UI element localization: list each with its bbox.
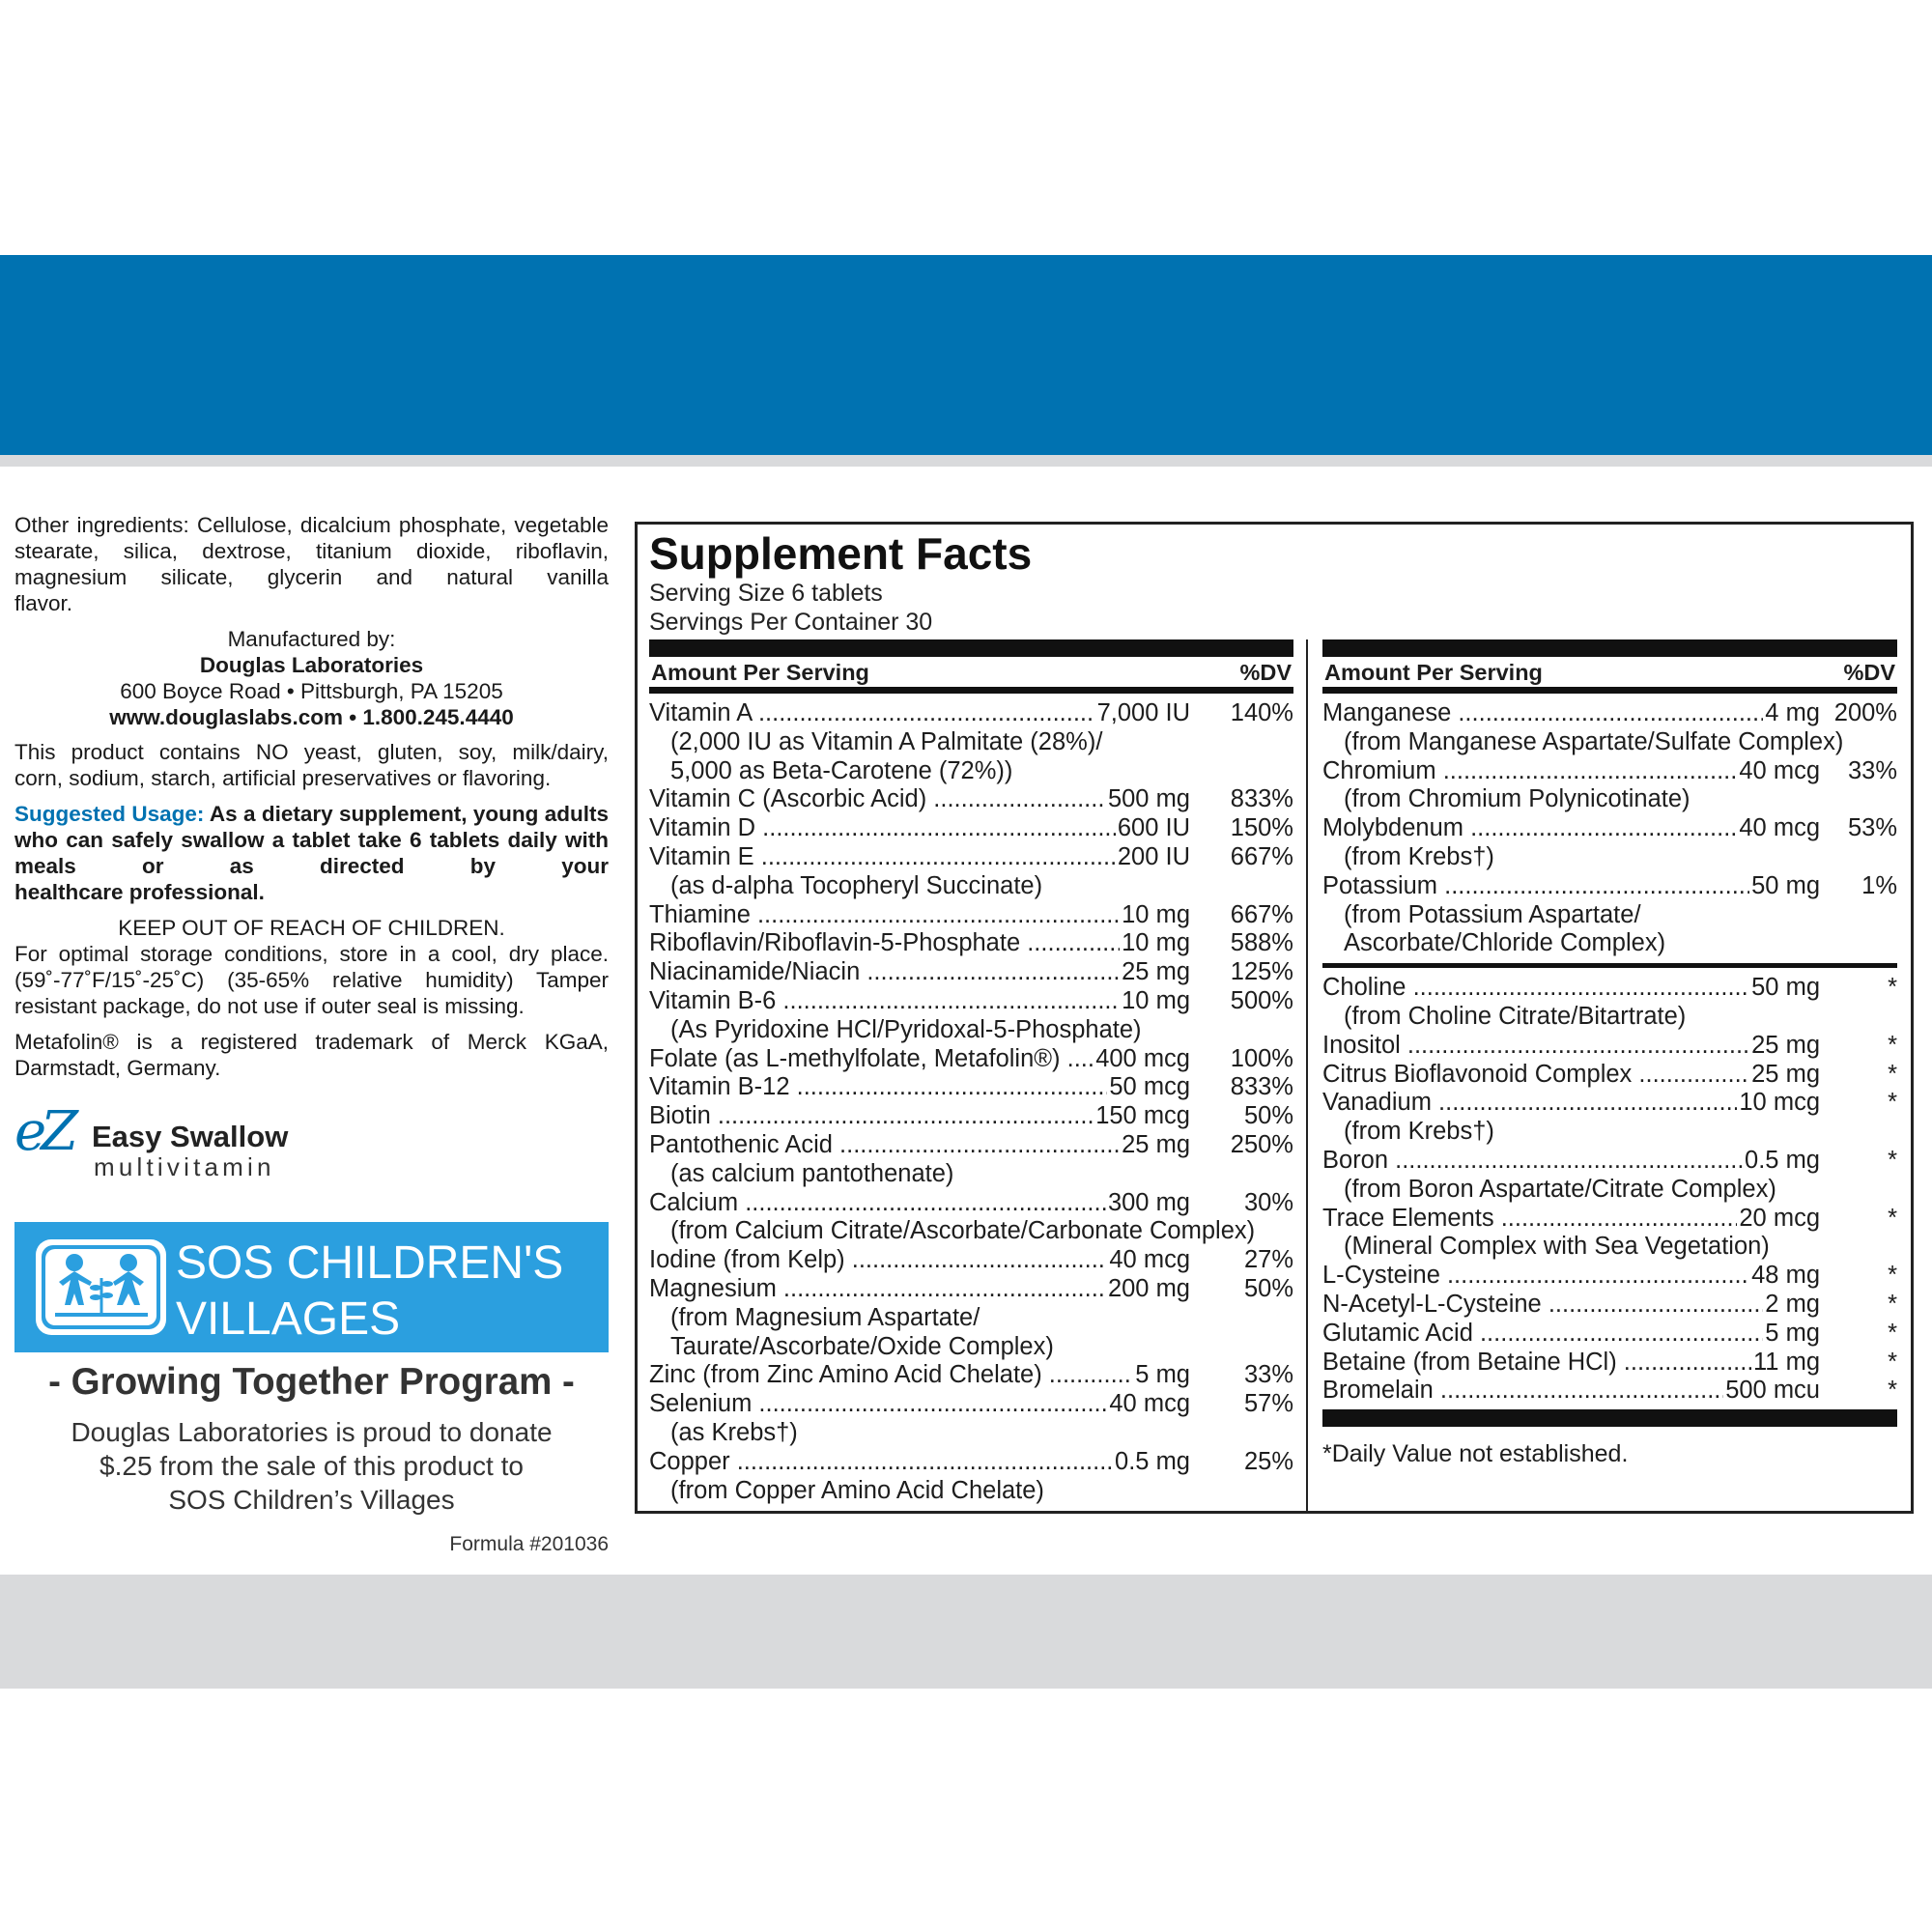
nutrient-amount: 0.5 mg bbox=[1745, 1146, 1820, 1174]
nutrient-amount: 400 mcg bbox=[1095, 1044, 1190, 1072]
nutrient-row bbox=[649, 929, 1293, 958]
nutrient-source-note: (from Krebs†) bbox=[1344, 842, 1494, 870]
nutrient-name: Bromelain ..... bbox=[1322, 1377, 1723, 1406]
nutrient-row bbox=[1322, 1262, 1897, 1291]
nutrient-row bbox=[1322, 1377, 1897, 1406]
nutrient-amount: 150 mcg bbox=[1095, 1102, 1190, 1130]
nutrient-daily-value: 50% bbox=[1243, 1274, 1293, 1302]
nutrient-amount: 10 mcg bbox=[1739, 1089, 1820, 1117]
nutrient-amount: 50 mg bbox=[1751, 974, 1820, 1002]
nutrient-daily-value: 200% bbox=[1833, 699, 1897, 726]
header-rule bbox=[649, 687, 1293, 694]
nutrient-name: Betaine (from Betaine HCl) ..... bbox=[1322, 1349, 1751, 1378]
nutrient-daily-value: * bbox=[1888, 1089, 1897, 1117]
nutrient-row bbox=[649, 1361, 1293, 1390]
nutrient-row bbox=[1322, 814, 1897, 843]
nutrient-row bbox=[1322, 1205, 1897, 1234]
label-left-column bbox=[14, 512, 609, 1081]
nutrient-daily-value: * bbox=[1888, 1060, 1897, 1088]
keep-out-warning: KEEP OUT OF REACH OF CHILDREN. bbox=[118, 916, 505, 940]
nutrient-row bbox=[649, 699, 1293, 728]
nutrient-source-note: 5,000 as Beta-Carotene (72%)) bbox=[670, 756, 1013, 784]
nutrient-daily-value: * bbox=[1888, 1319, 1897, 1347]
nutrient-list bbox=[1322, 974, 1897, 1406]
nutrient-amount: 300 mg bbox=[1107, 1188, 1190, 1216]
nutrient-source-note: (As Pyridoxine HCl/Pyridoxal-5-Phosphate) bbox=[670, 1015, 1142, 1043]
ez-mark-icon: eZ bbox=[14, 1100, 73, 1163]
other-ingredients-end: flavor. bbox=[14, 591, 73, 615]
formula-number: Formula #201036 bbox=[449, 1533, 609, 1555]
nutrient-name: Calcium ..... bbox=[649, 1189, 1106, 1218]
servings-per-container: Servings Per Container 30 bbox=[649, 609, 933, 636]
nutrient-amount: 11 mg bbox=[1753, 1348, 1820, 1376]
trademark-notice-end: Darmstadt, Germany. bbox=[14, 1056, 221, 1080]
nutrient-daily-value: 588% bbox=[1230, 929, 1293, 957]
nutrient-name: Vitamin A ..... bbox=[649, 699, 1095, 728]
nutrient-source-note: (from Calcium Citrate/Ascorbate/Carbonate Complex) bbox=[670, 1217, 1256, 1245]
nutrient-daily-value: * bbox=[1888, 1348, 1897, 1376]
nutrient-name: Magnesium ..... bbox=[649, 1275, 1106, 1304]
suggested-usage bbox=[14, 801, 609, 879]
nutrient-row bbox=[649, 1045, 1293, 1074]
nutrient-name: Chromium ..... bbox=[1322, 757, 1737, 786]
nutrient-amount: 10 mg bbox=[1122, 929, 1190, 957]
nutrient-amount: 20 mcg bbox=[1739, 1204, 1820, 1232]
nutrient-row bbox=[649, 901, 1293, 930]
nutrient-name: Zinc (from Zinc Amino Acid Chelate) ..... bbox=[649, 1361, 1133, 1390]
nutrient-name: Niacinamide/Niacin ..... bbox=[649, 958, 1120, 987]
nutrient-list bbox=[1322, 699, 1897, 958]
nutrient-daily-value: * bbox=[1888, 1262, 1897, 1290]
nutrient-daily-value: 33% bbox=[1847, 756, 1897, 784]
nutrient-daily-value: 27% bbox=[1243, 1246, 1293, 1274]
header-rule bbox=[1322, 687, 1897, 694]
thick-rule bbox=[1322, 639, 1897, 657]
nutrient-row bbox=[649, 1246, 1293, 1275]
nutrient-row bbox=[1322, 1147, 1897, 1176]
nutrient-source-note: (from Choline Citrate/Bitartrate) bbox=[1344, 1002, 1687, 1030]
nutrient-daily-value: * bbox=[1888, 1377, 1897, 1405]
nutrient-daily-value: 833% bbox=[1230, 1073, 1293, 1101]
header-dv: %DV bbox=[1239, 660, 1292, 685]
nutrient-daily-value: 100% bbox=[1230, 1044, 1293, 1072]
nutrient-amount: 600 IU bbox=[1117, 814, 1190, 842]
nutrient-name: Copper ..... bbox=[649, 1448, 1113, 1477]
nutrient-row bbox=[649, 814, 1293, 843]
nutrient-daily-value: 50% bbox=[1243, 1102, 1293, 1130]
nutrient-row bbox=[1322, 1291, 1897, 1320]
nutrient-amount: 48 mg bbox=[1751, 1262, 1820, 1290]
nutrient-name: Vitamin E ..... bbox=[649, 843, 1116, 872]
supplement-facts-title: Supplement Facts bbox=[649, 528, 1033, 579]
nutrient-row bbox=[1322, 757, 1897, 786]
sos-title-line1: SOS CHILDREN'S bbox=[176, 1237, 564, 1289]
daily-value-footnote: *Daily Value not established. bbox=[1322, 1440, 1629, 1468]
company-contact: www.douglaslabs.com • 1.800.245.4440 bbox=[109, 705, 514, 729]
nutrient-amount: 10 mg bbox=[1122, 900, 1190, 928]
suggested-usage-end: healthcare professional. bbox=[14, 880, 265, 904]
nutrient-daily-value: * bbox=[1888, 974, 1897, 1002]
nutrient-amount: 5 mg bbox=[1135, 1361, 1190, 1389]
nutrient-daily-value: 53% bbox=[1847, 814, 1897, 842]
footer-gray-band bbox=[0, 1575, 1932, 1689]
nutrient-source-note: (Mineral Complex with Sea Vegetation) bbox=[1344, 1233, 1770, 1261]
trademark-notice: Metafolin® is a registered trademark of Merck KGaA, bbox=[14, 1030, 609, 1054]
nutrient-row bbox=[649, 1275, 1293, 1304]
nutrient-amount: 40 mcg bbox=[1109, 1390, 1190, 1418]
other-ingredients: Other ingredients: Cellulose, dicalcium phosphate, vegetable stearate, silica, dextrose, titanium dioxide, riboflavin, magnesium silicate, glycerin and natural vanilla bbox=[14, 513, 609, 589]
nutrient-row bbox=[649, 1189, 1293, 1218]
multivitamin-subtitle: multivitamin bbox=[94, 1152, 275, 1181]
nutrient-row bbox=[649, 843, 1293, 872]
serving-size: Serving Size 6 tablets bbox=[649, 580, 883, 607]
nutrient-daily-value: 25% bbox=[1243, 1447, 1293, 1475]
nutrient-source-note: Taurate/Ascorbate/Oxide Complex) bbox=[670, 1332, 1054, 1360]
donation-line2: $.25 from the sale of this product to bbox=[99, 1451, 524, 1481]
nutrient-name: Biotin ..... bbox=[649, 1102, 1094, 1131]
nutrient-amount: 50 mg bbox=[1751, 871, 1820, 899]
nutrient-name: Vitamin B-12 ..... bbox=[649, 1073, 1107, 1102]
nutrient-source-note: (from Magnesium Aspartate/ bbox=[670, 1303, 980, 1331]
thick-rule bbox=[649, 639, 1293, 657]
nutrient-row bbox=[1322, 1061, 1897, 1090]
sos-villages-title bbox=[176, 1236, 563, 1348]
nutrient-amount: 0.5 mg bbox=[1115, 1447, 1190, 1475]
nutrient-name: Vitamin D ..... bbox=[649, 814, 1116, 843]
sos-title-line2: VILLAGES bbox=[176, 1293, 401, 1345]
nutrient-daily-value: 33% bbox=[1243, 1361, 1293, 1389]
sos-villages-banner bbox=[14, 1222, 609, 1352]
nutrient-name: Selenium ..... bbox=[649, 1390, 1107, 1419]
nutrient-row bbox=[649, 1448, 1293, 1477]
nutrient-amount: 25 mg bbox=[1122, 958, 1190, 986]
nutrient-name: Vanadium ..... bbox=[1322, 1089, 1737, 1118]
nutrient-name: Manganese ..... bbox=[1322, 699, 1763, 728]
header-amount-per-serving: Amount Per Serving bbox=[651, 660, 869, 685]
donation-line3: SOS Children’s Villages bbox=[168, 1485, 455, 1515]
section-rule bbox=[1322, 963, 1897, 968]
nutrient-source-note: (as calcium pantothenate) bbox=[670, 1159, 954, 1187]
column-divider bbox=[1306, 639, 1308, 1514]
nutrient-name: Iodine (from Kelp) ..... bbox=[649, 1246, 1107, 1275]
nutrient-name: Potassium ..... bbox=[1322, 872, 1749, 901]
nutrient-amount: 2 mg bbox=[1765, 1290, 1820, 1318]
nutrient-daily-value: * bbox=[1888, 1290, 1897, 1318]
nutrient-row bbox=[649, 958, 1293, 987]
nutrient-daily-value: 57% bbox=[1243, 1390, 1293, 1418]
nutrient-daily-value: 250% bbox=[1230, 1130, 1293, 1158]
nutrient-source-note: (as d-alpha Tocopheryl Succinate) bbox=[670, 871, 1043, 899]
nutrient-source-note: (from Copper Amino Acid Chelate) bbox=[670, 1476, 1044, 1504]
nutrient-row bbox=[1322, 1349, 1897, 1378]
facts-header bbox=[1322, 657, 1897, 687]
nutrient-name: Folate (as L-methylfolate, Metafolin®) ..... bbox=[649, 1045, 1094, 1074]
easy-swallow-title: Easy Swallow bbox=[92, 1120, 289, 1153]
facts-header bbox=[649, 657, 1293, 687]
serving-info bbox=[649, 579, 932, 637]
company-address: 600 Boyce Road • Pittsburgh, PA 15205 bbox=[120, 679, 503, 703]
nutrient-row bbox=[649, 1073, 1293, 1102]
nutrient-source-note: Ascorbate/Chloride Complex) bbox=[1344, 929, 1666, 957]
nutrient-amount: 25 mg bbox=[1751, 1060, 1820, 1088]
supplement-facts-panel bbox=[635, 522, 1914, 1514]
header-dv: %DV bbox=[1843, 660, 1895, 685]
header-amount-per-serving: Amount Per Serving bbox=[1324, 660, 1543, 685]
nutrient-source-note: (from Krebs†) bbox=[1344, 1118, 1494, 1146]
nutrient-daily-value: 150% bbox=[1230, 814, 1293, 842]
nutrient-name: N-Acetyl-L-Cysteine ..... bbox=[1322, 1291, 1763, 1320]
header-gray-strip bbox=[0, 455, 1932, 467]
nutrient-amount: 500 mg bbox=[1107, 785, 1190, 813]
nutrient-amount: 40 mcg bbox=[1739, 814, 1820, 842]
nutrient-daily-value: 500% bbox=[1230, 986, 1293, 1014]
nutrient-name: Citrus Bioflavonoid Complex ..... bbox=[1322, 1061, 1749, 1090]
nutrient-row bbox=[1322, 699, 1897, 728]
allergen-statement: This product contains NO yeast, gluten, soy, milk/dairy, bbox=[14, 740, 609, 764]
manufactured-by: Manufactured by: bbox=[227, 627, 396, 651]
easy-swallow-logo bbox=[14, 1100, 343, 1185]
donation-statement bbox=[14, 1415, 609, 1517]
nutrient-name: Vitamin C (Ascorbic Acid) ..... bbox=[649, 785, 1106, 814]
nutrient-amount: 25 mg bbox=[1751, 1031, 1820, 1059]
nutrient-amount: 25 mg bbox=[1122, 1130, 1190, 1158]
nutrient-daily-value: * bbox=[1888, 1204, 1897, 1232]
suggested-usage-label: Suggested Usage: bbox=[14, 802, 205, 826]
growing-together-heading: - Growing Together Program - bbox=[48, 1361, 575, 1403]
nutrient-row bbox=[649, 1131, 1293, 1160]
nutrient-list bbox=[649, 699, 1293, 1505]
nutrient-name: Glutamic Acid ..... bbox=[1322, 1320, 1763, 1349]
nutrient-row bbox=[1322, 974, 1897, 1003]
nutrient-row bbox=[1322, 1032, 1897, 1061]
thick-rule bbox=[1322, 1409, 1897, 1427]
nutrient-daily-value: 30% bbox=[1243, 1188, 1293, 1216]
nutrient-source-note: (from Chromium Polynicotinate) bbox=[1344, 785, 1690, 813]
nutrient-amount: 4 mg bbox=[1765, 699, 1820, 726]
storage-instructions: For optimal storage conditions, store in a cool, dry place. (59˚-77˚F/15˚-25˚C) (35-65% relative humidity) Tamper bbox=[14, 942, 609, 992]
nutrient-amount: 200 mg bbox=[1107, 1274, 1190, 1302]
nutrient-name: Boron ..... bbox=[1322, 1147, 1743, 1176]
nutrient-row bbox=[1322, 1089, 1897, 1118]
nutrient-daily-value: * bbox=[1888, 1031, 1897, 1059]
nutrient-name: Pantothenic Acid ..... bbox=[649, 1131, 1120, 1160]
nutrient-amount: 40 mcg bbox=[1109, 1246, 1190, 1274]
nutrient-name: Thiamine ..... bbox=[649, 901, 1120, 930]
nutrient-daily-value: 667% bbox=[1230, 900, 1293, 928]
nutrient-source-note: (2,000 IU as Vitamin A Palmitate (28%)/ bbox=[670, 727, 1103, 755]
nutrient-name: Riboflavin/Riboflavin-5-Phosphate ..... bbox=[649, 929, 1120, 958]
nutrient-amount: 40 mcg bbox=[1739, 756, 1820, 784]
nutrient-row bbox=[649, 987, 1293, 1016]
nutrient-name: Molybdenum ..... bbox=[1322, 814, 1737, 843]
nutrient-source-note: (as Krebs†) bbox=[670, 1418, 798, 1446]
nutrient-amount: 50 mcg bbox=[1109, 1073, 1190, 1101]
nutrient-amount: 200 IU bbox=[1117, 842, 1190, 870]
nutrient-daily-value: 125% bbox=[1230, 958, 1293, 986]
facts-column-left bbox=[649, 639, 1293, 1505]
suggested-usage-text: As a dietary supplement, young adults who can safely swallow a tablet take 6 tablets daily with meals or as directed by your bbox=[14, 802, 610, 878]
nutrient-daily-value: 140% bbox=[1230, 699, 1293, 726]
nutrient-amount: 7,000 IU bbox=[1096, 699, 1190, 726]
nutrient-row bbox=[649, 1390, 1293, 1419]
allergen-statement-end: corn, sodium, starch, artificial preservatives or flavoring. bbox=[14, 766, 552, 790]
nutrient-name: Vitamin B-6 ..... bbox=[649, 987, 1120, 1016]
nutrient-name: L-Cysteine ..... bbox=[1322, 1262, 1749, 1291]
nutrient-daily-value: 667% bbox=[1230, 842, 1293, 870]
nutrient-daily-value: 833% bbox=[1230, 785, 1293, 813]
nutrient-name: Trace Elements ..... bbox=[1322, 1205, 1737, 1234]
nutrient-source-note: (from Boron Aspartate/Citrate Complex) bbox=[1344, 1175, 1776, 1203]
nutrient-name: Choline ..... bbox=[1322, 974, 1749, 1003]
nutrient-source-note: (from Manganese Aspartate/Sulfate Complex) bbox=[1344, 727, 1844, 755]
nutrient-amount: 5 mg bbox=[1765, 1319, 1820, 1347]
nutrient-row bbox=[1322, 1320, 1897, 1349]
nutrient-amount: 500 mcu bbox=[1725, 1377, 1820, 1405]
storage-instructions-end: resistant package, do not use if outer seal is missing. bbox=[14, 994, 525, 1018]
facts-column-right bbox=[1322, 639, 1897, 1468]
donation-line1: Douglas Laboratories is proud to donate bbox=[71, 1417, 553, 1447]
nutrient-row bbox=[1322, 872, 1897, 901]
header-blue-band bbox=[0, 255, 1932, 455]
nutrient-row bbox=[649, 1102, 1293, 1131]
nutrient-daily-value: 1% bbox=[1861, 871, 1897, 899]
company-name: Douglas Laboratories bbox=[199, 653, 424, 677]
nutrient-daily-value: * bbox=[1888, 1146, 1897, 1174]
nutrient-name: Inositol ..... bbox=[1322, 1032, 1749, 1061]
nutrient-row bbox=[649, 785, 1293, 814]
nutrient-source-note: (from Potassium Aspartate/ bbox=[1344, 900, 1641, 928]
sos-children-icon bbox=[36, 1239, 166, 1335]
nutrient-amount: 10 mg bbox=[1122, 986, 1190, 1014]
